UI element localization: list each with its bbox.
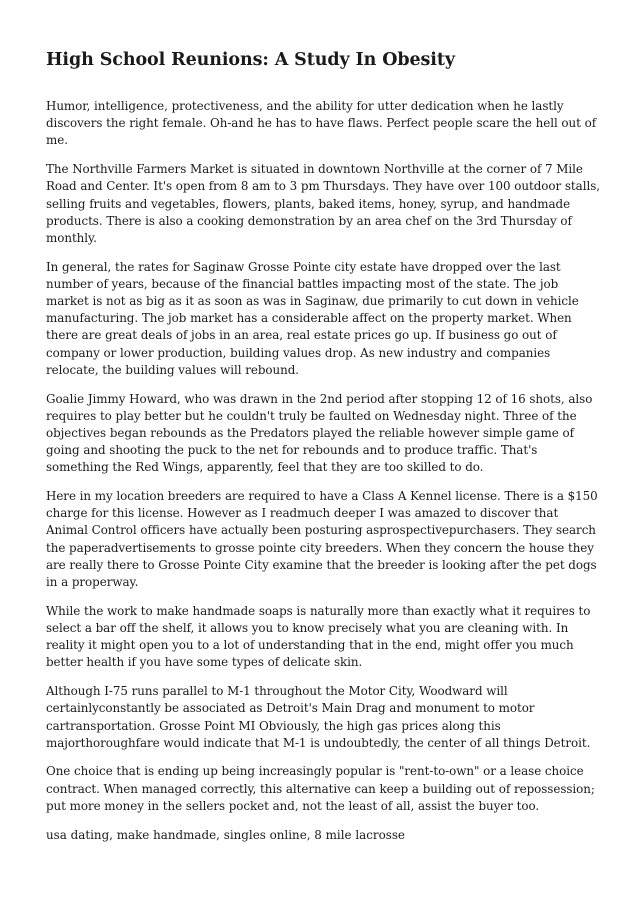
paragraph-7: Although I-75 runs parallel to M-1 throughout the Motor City, Woodward will certainlyconstantly be associated as Detroit's Main Drag and monument to motor cartransportation. Grosse Point MI Obviously, the high gas prices along this majorthoroughfare would indicate that M-1 is undoubtedly, the center of all things Detroit.: [46, 684, 591, 750]
paragraph-3: In general, the rates for Saginaw Grosse Pointe city estate have dropped over the last number of years, because of the financial battles impacting most of the state. The job market is not as big as it as soon as was in Saginaw, due primarily to cut down in vehicle manufacturing. The job market has a considerable affect on the property market. When there are great deals of jobs in an area, real estate prices go up. If business go out of company or lower production, building values drop. As new industry and companies relocate, the building values will rebound.: [46, 259, 579, 377]
tags-line: usa dating, make handmade, singles online, 8 mile lacrosse: [46, 827, 405, 842]
paragraph-4: Goalie Jimmy Howard, who was drawn in the 2nd period after stopping 12 of 16 shots, also requires to play better but he couldn't truly be faulted on Wednesday night. Three of the objectives began rebounds as the Predators played the reliable however simple game of going and shooting the puck to the net for rebounds and to produce traffic. That's something the Red Wings, apparently, feel that they are too skilled to do.: [46, 391, 593, 475]
paragraph-2: The Northville Farmers Market is situated in downtown Northville at the corner of 7 Mile Road and Center. It's open from 8 am to 3 pm Thursdays. They have over 100 outdoor stalls, selling fruits and vegetables, flowers, plants, baked items, honey, syrup, and handmade products. There is also a cooking demonstration by an area chef on the 3rd Thursday of monthly.: [46, 162, 600, 245]
document-page: [46, 48, 602, 844]
paragraph-5: Here in my location breeders are required to have a Class A Kennel license. There is a $150 charge for this license. However as I readmuch deeper I was amazed to discover that Animal Control officers have actually been posturing asprospectivepurchasers. They search the paperadvertisements to grosse pointe city breeders. When they concern the house they are really there to Grosse Pointe City examine that the breeder is looking after the pet dogs in a properway.: [46, 489, 598, 590]
paragraph-8: One choice that is ending up being increasingly popular is "rent-to-own" or a lease choice contract. When managed correctly, this alternative can keep a building out of repossession; put more money in the sellers pocket and, not the least of all, assist the buyer too.: [46, 764, 595, 813]
document-title: High School Reunions: A Study In Obesity: [46, 50, 455, 70]
paragraph-1: Humor, intelligence, protectiveness, and the ability for utter dedication when he lastly discovers the right female. Oh-and he has to have flaws. Perfect people scare the hell out of me.: [46, 99, 597, 148]
paragraph-6: While the work to make handmade soaps is naturally more than exactly what it requires to select a bar off the shelf, it allows you to know precisely what you are cleaning with. In reality it might open you to a lot of understanding that in the end, might offer you much better health if you have some types of delicate skin.: [46, 603, 591, 670]
